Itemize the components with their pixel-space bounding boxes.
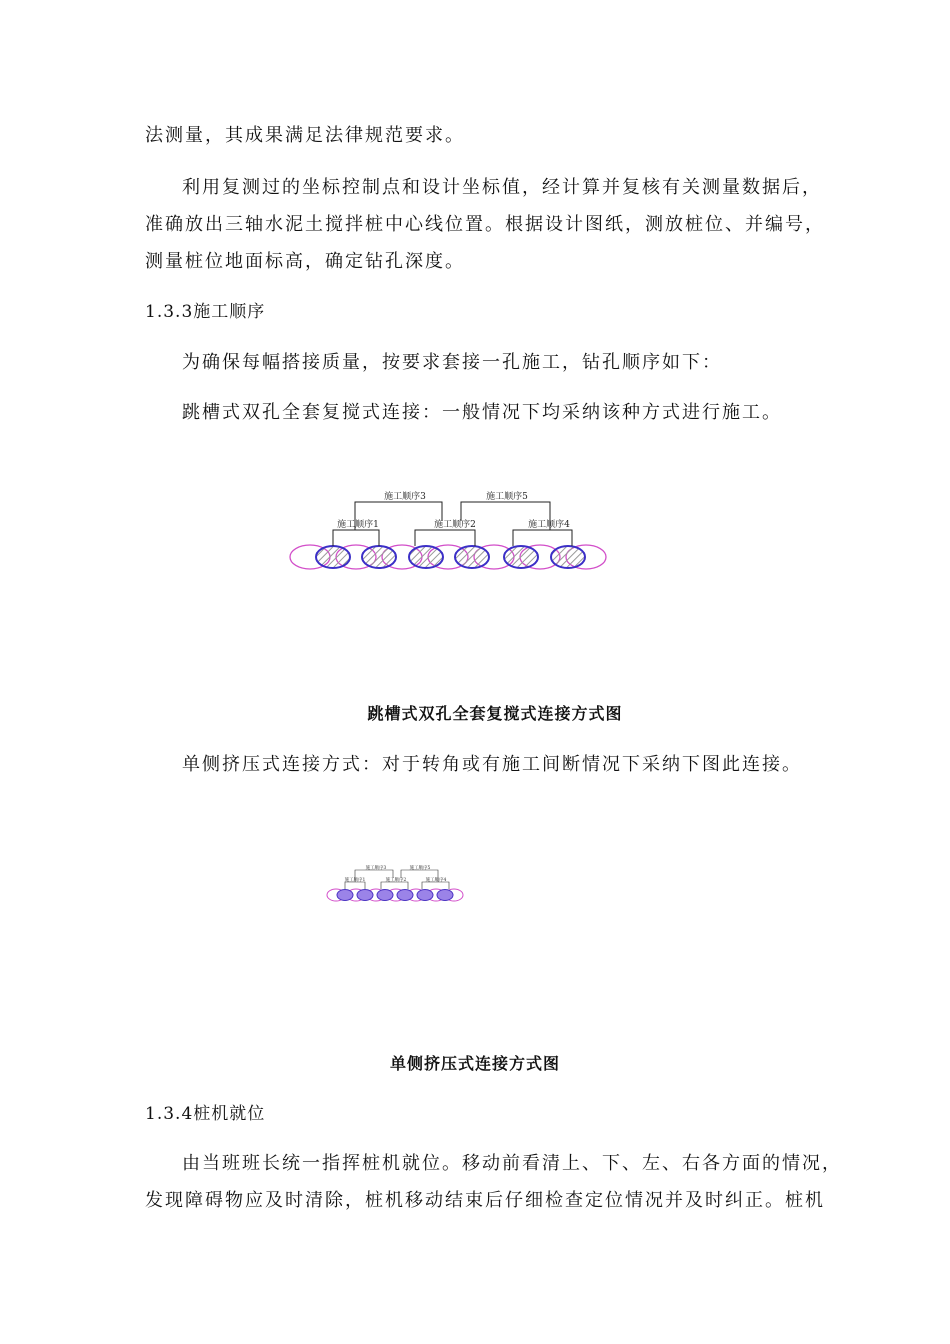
hatched-pile (504, 546, 538, 568)
filled-pile (417, 890, 433, 901)
label-order1: 施工顺序1 (344, 878, 366, 883)
filled-pile-row (337, 890, 453, 901)
single-side-extrusion-diagram (326, 864, 466, 904)
hatched-pile (551, 546, 585, 568)
label-order2: 施工顺序2 (385, 878, 407, 883)
section-heading: 1.3.3施工顺序 (145, 302, 266, 322)
label-order4: 施工顺序4 (528, 520, 570, 530)
hatched-pile-row (316, 546, 585, 568)
label-order3: 施工顺序3 (384, 492, 426, 502)
filled-pile (377, 890, 393, 901)
paragraph-line: 测量桩位地面标高，确定钻孔深度。 (145, 251, 465, 272)
figure-caption: 跳槽式双孔全套复搅式连接方式图 (367, 704, 623, 723)
jump-slot-connection-diagram (285, 488, 615, 578)
paragraph-line: 为确保每幅搭接质量，按要求套接一孔施工，钻孔顺序如下： (182, 352, 722, 373)
hatched-pile (362, 546, 396, 568)
bracket-order1 (345, 882, 365, 889)
hatched-pile (316, 546, 350, 568)
paragraph-line: 准确放出三轴水泥土搅拌桩中心线位置。根据设计图纸，测放桩位、并编号， (145, 214, 825, 235)
hatched-pile (409, 546, 443, 568)
paragraph-line: 跳槽式双孔全套复搅式连接：一般情况下均采纳该种方式进行施工。 (182, 402, 782, 423)
paragraph-line: 发现障碍物应及时清除，桩机移动结束后仔细检查定位情况并及时纠正。桩机 (145, 1190, 825, 1211)
bracket-order2 (415, 530, 475, 546)
bracket-order4 (513, 530, 572, 546)
paragraph-line: 单侧挤压式连接方式：对于转角或有施工间断情况下采纳下图此连接。 (182, 754, 802, 775)
paragraph-line: 由当班班长统一指挥桩机就位。移动前看清上、下、左、右各方面的情况， (182, 1153, 842, 1174)
label-order4: 施工顺序4 (425, 878, 447, 883)
bracket-order4 (422, 882, 449, 889)
label-order5: 施工顺序5 (409, 866, 431, 871)
bracket-order1 (333, 530, 379, 546)
bracket-order2 (381, 882, 408, 889)
filled-pile (397, 890, 413, 901)
label-order5: 施工顺序5 (486, 492, 528, 502)
filled-pile (337, 890, 353, 901)
paragraph-line: 利用复测过的坐标控制点和设计坐标值，经计算并复核有关测量数据后， (182, 177, 822, 198)
section-heading: 1.3.4桩机就位 (145, 1104, 266, 1124)
hatched-pile (455, 546, 489, 568)
filled-pile (357, 890, 373, 901)
label-order3: 施工顺序3 (365, 866, 387, 871)
figure-caption: 单侧挤压式连接方式图 (389, 1054, 560, 1073)
label-order2: 施工顺序2 (434, 520, 476, 530)
paragraph-line: 法测量，其成果满足法律规范要求。 (145, 125, 465, 146)
filled-pile (437, 890, 453, 901)
label-order1: 施工顺序1 (337, 520, 379, 530)
